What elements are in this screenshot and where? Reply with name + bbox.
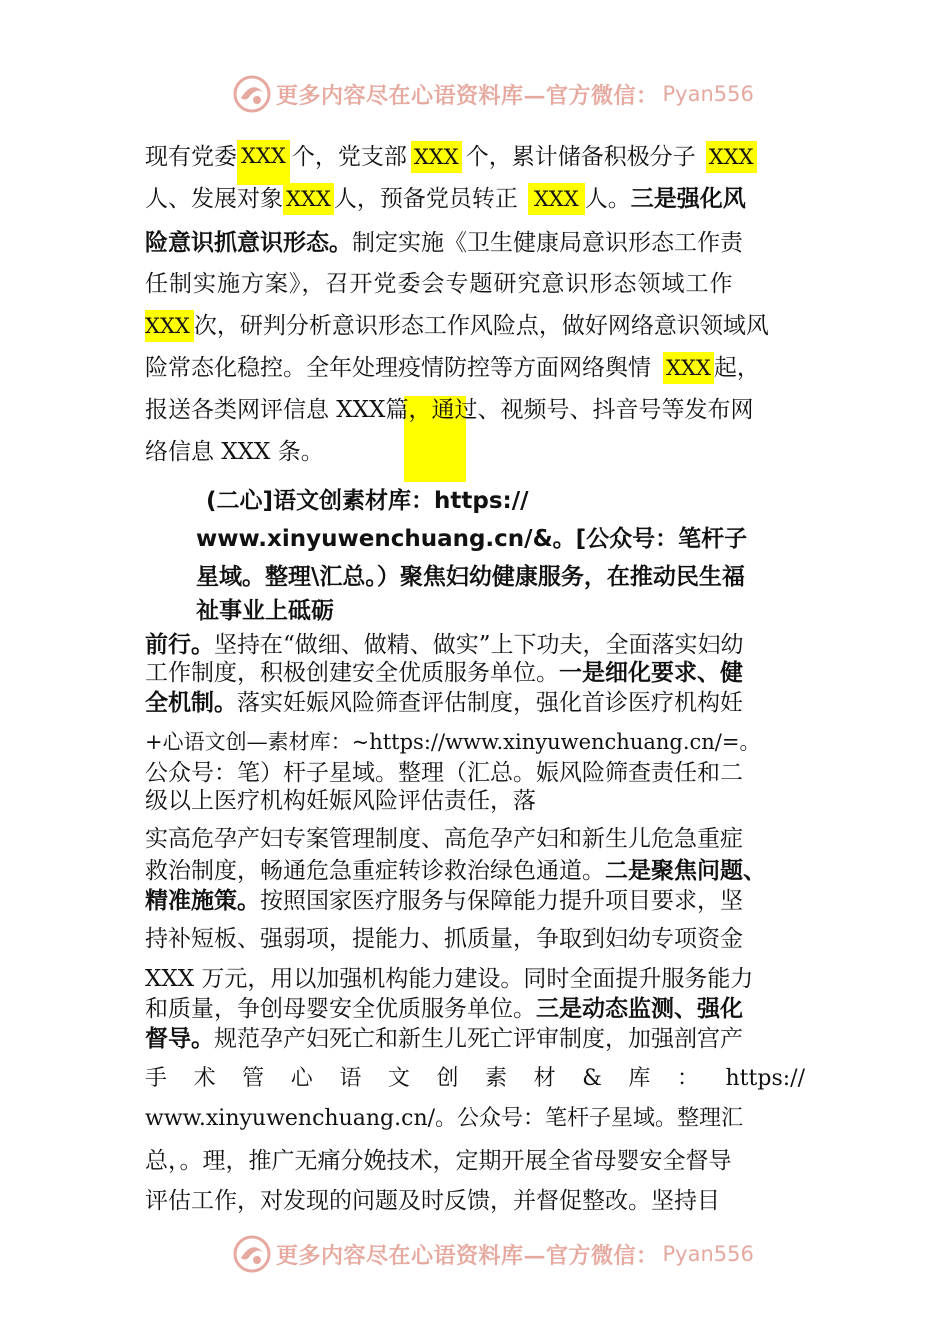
footer-watermark [232,1232,752,1276]
text-run: 险常态化稳控。全年处理疫情防控等方面网络舆情 [145,355,651,381]
text-run: 落实妊娠风险筛查评估制度，强化首诊医疗机构妊 [237,690,743,716]
text-line: 级以上医疗机构妊娠风险评估责任，落 [145,788,536,814]
bold-run: 精准施策。 [145,888,260,914]
spaced-char: & [582,1066,602,1091]
spaced-text-line [145,1068,805,1090]
section-heading-line: www.xinyuwenchuang.cn/&。[公众号：笔杆子 [196,526,748,552]
spaced-char: https:// [725,1066,805,1091]
section-heading-line: 祉事业上砥砺 [196,598,334,624]
spaced-char: 术 [193,1066,216,1091]
text-run: 人、发展对象 [145,186,283,212]
highlight-placeholder: XXX [706,141,757,173]
spaced-char: 语 [339,1066,362,1091]
watermark-logo-icon [232,74,272,114]
text-run: 和质量，争创母婴安全优质服务单位。 [145,996,536,1022]
text-run: 按照国家医疗服务与保障能力提升项目要求，坚 [260,888,743,914]
spaced-char: 材 [533,1066,556,1091]
spaced-char: 创 [436,1066,459,1091]
spaced-char: 手 [145,1066,168,1091]
bold-run: 督导。 [145,1026,214,1052]
text-run: 制定实施《卫生健康局意识形态工作责 [352,230,743,256]
text-run: 个，累计储备积极分子 [465,144,696,170]
text-line: 持补短板、强弱项，提能力、抓质量，争取到妇幼专项资金 [145,926,743,952]
bold-run: 一是细化要求、健 [559,660,743,686]
text-line [145,146,757,185]
watermark-wechat-id: Pyan556 [662,82,754,106]
text-line [145,273,734,296]
highlight-placeholder: XXX [411,141,462,173]
highlight-placeholder: XXX [663,352,714,384]
bold-run: 全机制。 [145,690,237,716]
text-run: 人。 [584,186,631,212]
text-run: 任制实施方案》，召开党委会专题研究意识形态领域工作 [145,271,734,297]
text-run: 次，研判分析意识形态工作风险点，做好网络意识领域风 [193,313,769,339]
text-line [145,634,744,657]
text-line [145,441,324,464]
watermark-logo-icon [232,1234,272,1274]
text-line [145,357,760,380]
text-line [145,998,743,1021]
bold-run: 三是动态监测、强化 [536,996,743,1022]
spaced-char: 管 [242,1066,265,1091]
text-line [145,692,743,715]
highlight-placeholder: XXX [528,183,585,215]
watermark-text: 更多内容尽在心语资料库—官方微信： [276,82,659,109]
highlight-word: 篇， [385,397,432,423]
spaced-char: ： [676,1066,699,1091]
text-line: www.xinyuwenchuang.cn/。公众号：笔杆子星域。整理汇 [145,1106,744,1131]
text-run: 现有党委 [145,144,237,170]
section-heading-line: 星域。整理\汇总。）聚焦妇幼健康服务，在推动民生福 [196,564,745,590]
bold-run: 前行。 [145,632,214,658]
text-run: 规范孕产妇死亡和新生儿死亡评审制度，加强剖宫产 [214,1026,743,1052]
text-line [145,232,743,255]
text-run: 起， [713,355,760,381]
highlight-placeholder: XXX [237,140,290,185]
header-watermark [232,72,752,116]
bold-run: 险意识抓意识形态。 [145,230,352,256]
spaced-char: 素 [485,1066,508,1091]
spaced-char: 心 [290,1066,313,1091]
text-run: 报送各类网评信息 XXX [145,397,386,423]
text-line: +心语文创—素材库：~https://www.xinyuwenchuang.cn/=。 [145,730,761,754]
text-line [145,315,769,338]
text-line: 评估工作，对发现的问题及时反馈，并督促整改。坚持目 [145,1188,720,1214]
text-run: 络信息 XXX 条。 [145,439,324,465]
text-line [145,662,743,685]
text-run: 救治制度，畅通危急重症转诊救治绿色通道。 [145,858,605,884]
text-run: 通过、视频号、抖音号等发布网 [431,397,754,423]
text-line: 总，。理，推广无痛分娩技术，定期开展全省母婴安全督导 [145,1148,732,1174]
text-line [145,399,753,422]
text-run: 个，党支部 [291,144,407,170]
text-line [145,1028,743,1051]
bold-run: 二是聚焦问题、 [605,858,766,884]
text-run: 工作制度，积极创建安全优质服务单位。 [145,660,559,686]
text-line: 公众号：笔）杆子星域。整理（汇总。娠风险筛查责任和二 [145,760,743,786]
highlight-placeholder: XXX [145,310,194,342]
text-run: 人，预备党员转正 [333,186,518,212]
highlight-placeholder: XXX [283,183,334,215]
text-line [145,188,746,211]
spaced-char: 库 [628,1066,651,1091]
bold-run: 三是强化风 [630,186,746,212]
spaced-char: 文 [387,1066,410,1091]
section-heading-line: (二心]语文创素材库：https:// [206,488,529,514]
text-line [145,860,766,883]
text-run: 坚持在“做细、做精、做实”上下功夫，全面落实妇幼 [214,632,744,658]
text-line: XXX 万元，用以加强机构能力建设。同时全面提升服务能力 [145,966,754,992]
text-line [145,890,743,913]
text-line: 实高危孕产妇专案管理制度、高危孕产妇和新生儿危急重症 [145,826,743,852]
watermark-wechat-id: Pyan556 [662,1242,754,1266]
watermark-text: 更多内容尽在心语资料库—官方微信： [276,1242,659,1269]
